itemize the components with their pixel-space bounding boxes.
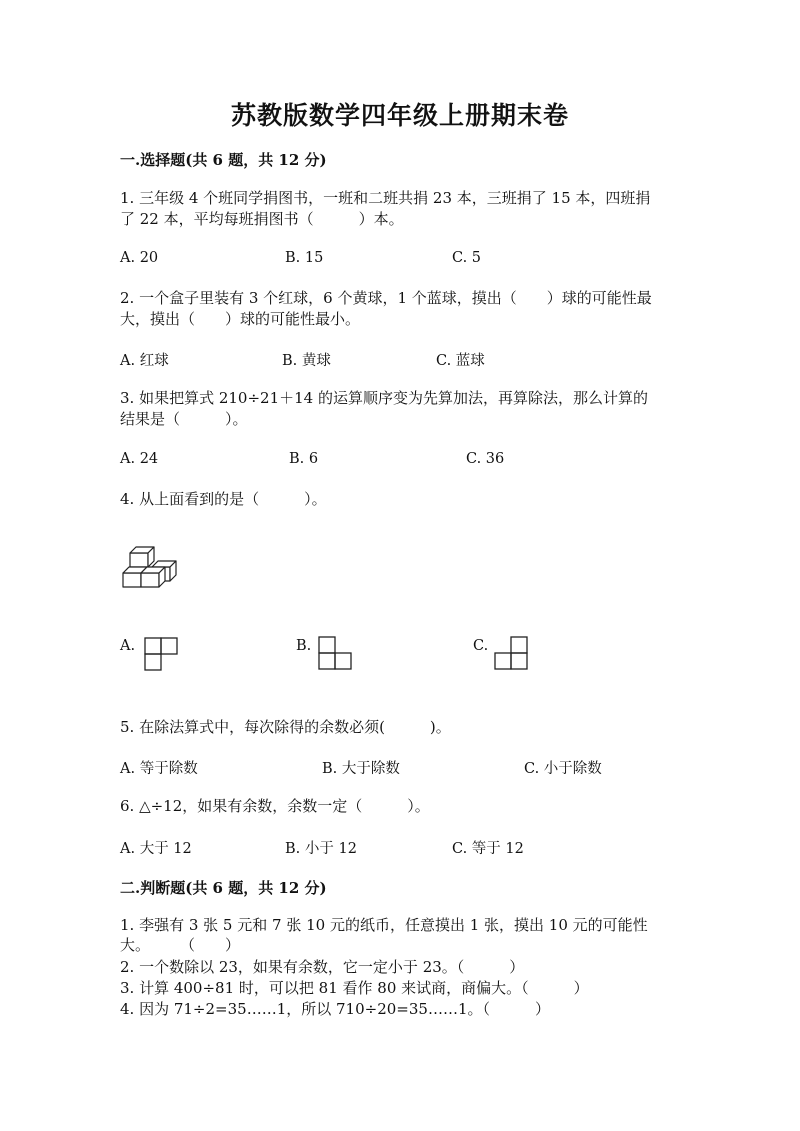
option-b-top-view-shape xyxy=(318,636,352,670)
question-6-option-b: B. 小于 12 xyxy=(285,841,357,857)
judgment-1-line-1: 1. 李强有 3 张 5 元和 7 张 10 元的纸币，任意摸出 1 张，摸出 10 元的可能性 xyxy=(120,916,648,934)
question-3-line-1: 3. 如果把算式 210÷21＋14 的运算顺序变为先算加法，再算除法，那么计算的 xyxy=(120,389,648,407)
cube-stack-figure xyxy=(120,543,180,589)
question-1-option-b: B. 15 xyxy=(285,250,324,266)
question-3-option-b: B. 6 xyxy=(289,451,319,467)
judgment-1-line-2: 大。 （ ） xyxy=(120,936,241,954)
page-title: 苏教版数学四年级上册期末卷 xyxy=(230,101,569,130)
question-2-line-1: 2. 一个盒子里装有 3 个红球，6 个黄球，1 个蓝球，摸出（ ）球的可能性最 xyxy=(120,289,652,307)
question-2-line-2: 大，摸出（ ）球的可能性最小。 xyxy=(120,310,361,328)
question-5-option-a: A. 等于除数 xyxy=(120,761,198,777)
question-3-option-c: C. 36 xyxy=(466,451,505,467)
question-1-option-c: C. 5 xyxy=(452,250,482,266)
question-2-option-a: A. 红球 xyxy=(120,353,169,369)
section-heading-choice: 一.选择题(共 6 题，共 12 分) xyxy=(120,151,327,169)
question-5-option-b: B. 大于除数 xyxy=(322,761,400,777)
question-6-option-a: A. 大于 12 xyxy=(120,841,192,857)
question-6-option-c: C. 等于 12 xyxy=(452,841,524,857)
option-c-top-view-shape xyxy=(494,636,528,670)
section-heading-judgment: 二.判断题(共 6 题，共 12 分) xyxy=(120,879,327,897)
question-6-line-1: 6. △÷12，如果有余数，余数一定（ ）。 xyxy=(120,797,430,815)
question-4-option-a: A. xyxy=(120,638,136,654)
question-4-line-1: 4. 从上面看到的是（ ）。 xyxy=(120,490,327,508)
judgment-4: 4. 因为 71÷2=35……1，所以 710÷20=35……1。（ ） xyxy=(120,1000,550,1018)
question-2-option-b: B. 黄球 xyxy=(282,353,331,369)
option-a-top-view-shape xyxy=(144,637,178,671)
judgment-2: 2. 一个数除以 23，如果有余数，它一定小于 23。（ ） xyxy=(120,958,525,976)
question-5-option-c: C. 小于除数 xyxy=(524,761,602,777)
judgment-3: 3. 计算 400÷81 时，可以把 81 看作 80 来试商，商偏大。（ ） xyxy=(120,979,589,997)
question-1-option-a: A. 20 xyxy=(120,250,159,266)
question-2-option-c: C. 蓝球 xyxy=(436,353,485,369)
question-1-line-2: 了 22 本，平均每班捐图书（ ）本。 xyxy=(120,210,404,228)
question-3-line-2: 结果是（ ）。 xyxy=(120,410,248,428)
question-3-option-a: A. 24 xyxy=(120,451,159,467)
question-4-option-b: B. xyxy=(296,638,312,654)
question-5-line-1: 5. 在除法算式中，每次除得的余数必须( )。 xyxy=(120,718,451,736)
question-1-line-1: 1. 三年级 4 个班同学捐图书，一班和二班共捐 23 本，三班捐了 15 本，四班捐 xyxy=(120,189,651,207)
question-4-option-c: C. xyxy=(473,638,489,654)
